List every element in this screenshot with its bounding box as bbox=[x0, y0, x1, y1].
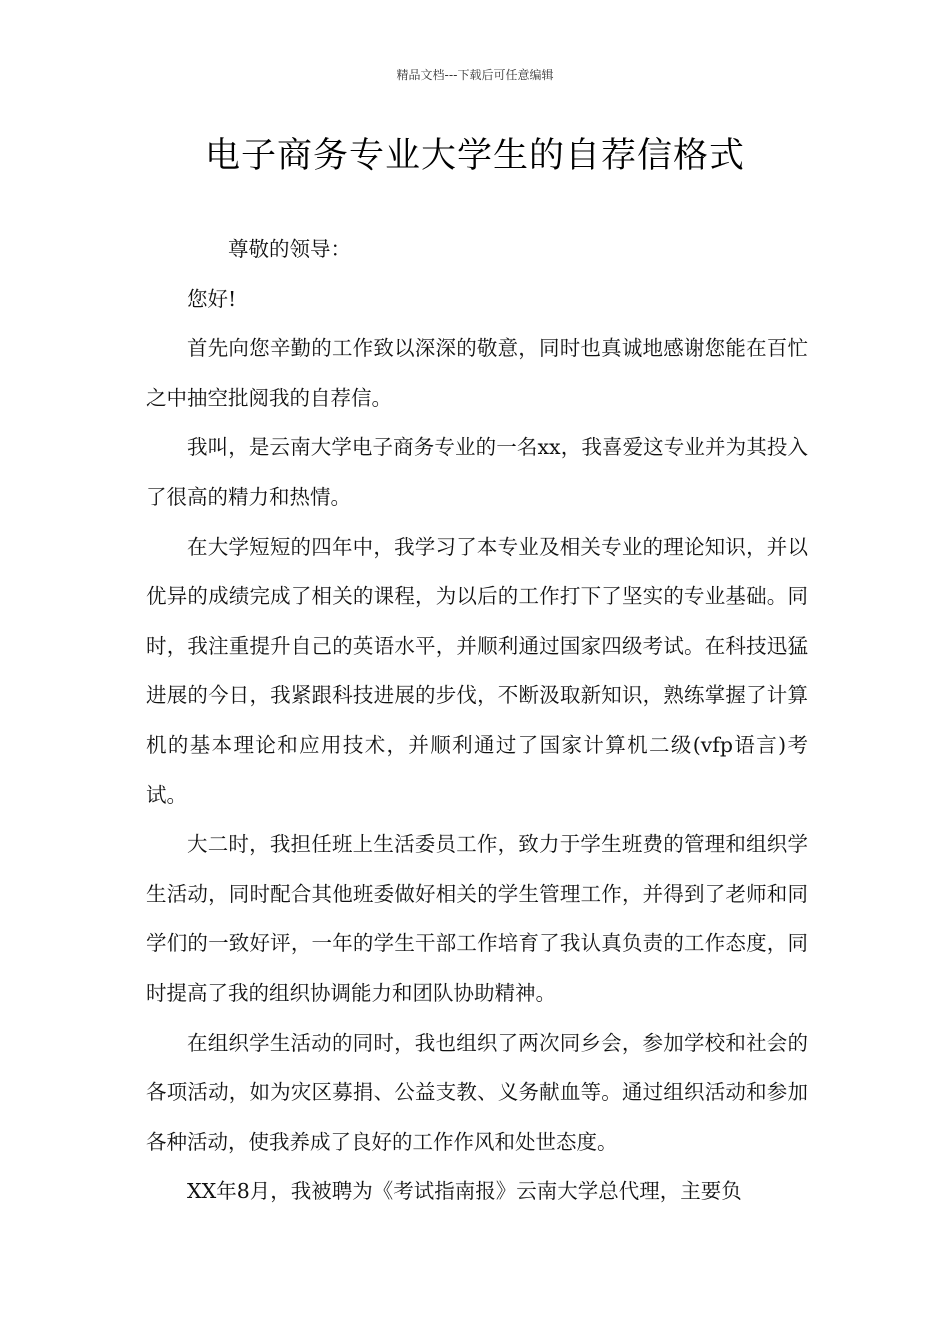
paragraph-2: 我叫，是云南大学电子商务专业的一名xx，我喜爱这专业并为其投入了很高的精力和热情。 bbox=[146, 435, 808, 509]
paragraph-1: 首先向您辛勤的工作致以深深的敬意，同时也真诚地感谢您能在百忙之中抽空批阅我的自荐信。 bbox=[146, 336, 808, 410]
paragraph-3: 在大学短短的四年中，我学习了本专业及相关专业的理论知识，并以优异的成绩完成了相关的课程，为以后的工作打下了坚实的专业基础。同时，我注重提升自己的英语水平，并顺利通过国家四级考试。在科技迅猛进展的今日，我紧跟科技进展的步伐，不断汲取新知识，熟练掌握了计算机的基本理论和应用技术，并顺利通过了国家计算机二级(vfp语言)考试。 bbox=[146, 534, 808, 807]
paragraph-5: 在组织学生活动的同时，我也组织了两次同乡会，参加学校和社会的各项活动，如为灾区募捐、公益支教、义务献血等。通过组织活动和参加各种活动，使我养成了良好的工作作风和处世态度。 bbox=[146, 1030, 808, 1154]
greeting: 您好! bbox=[187, 286, 237, 311]
salutation: 尊敬的领导： bbox=[228, 237, 351, 261]
letter-body bbox=[146, 225, 808, 1217]
document-title: 电子商务专业大学生的自荐信格式 bbox=[204, 136, 745, 176]
paragraph-4: 大二时，我担任班上生活委员工作，致力于学生班费的管理和组织学生活动，同时配合其他班委做好相关的学生管理工作，并得到了老师和同学们的一致好评，一年的学生干部工作培育了我认真负责的工作态度，同时提高了我的组织协调能力和团队协助精神。 bbox=[146, 832, 808, 1005]
paragraph-6: XX年8月，我被聘为《考试指南报》云南大学总代理，主要负 bbox=[187, 1179, 742, 1204]
document-header-note: 精品文档---下载后可任意编辑 bbox=[396, 68, 554, 82]
